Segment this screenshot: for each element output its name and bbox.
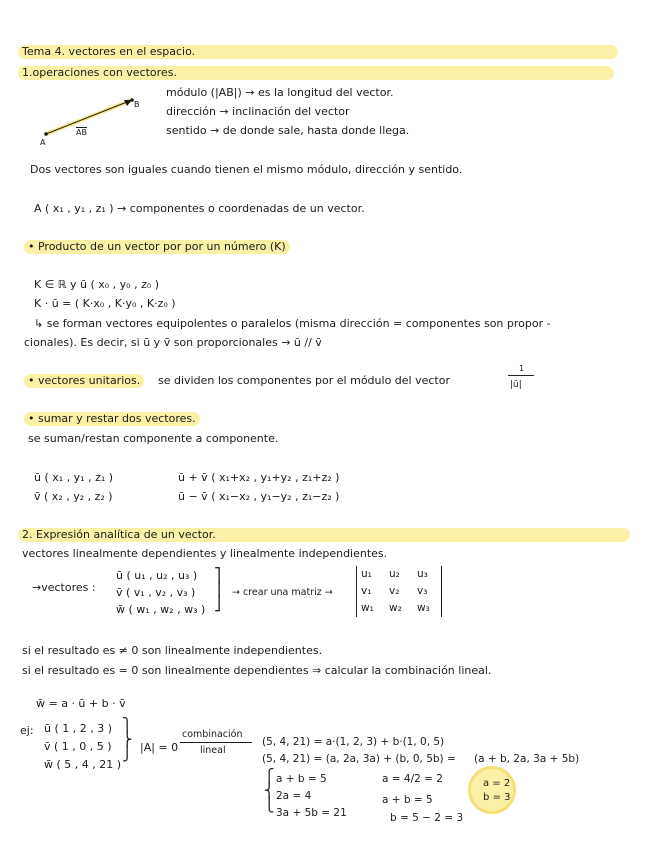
system-eq: 2a = 4 — [276, 790, 312, 802]
sumar-u: ū ( x₁ , y₁ , z₁ ) — [34, 471, 114, 484]
vector-diagram — [36, 88, 156, 148]
section2-intro: vectores linealmente dependientes y linealmente independientes. — [22, 547, 388, 560]
unitarios-frac-num: 1 — [519, 364, 525, 373]
system-eq: 3a + 5b = 21 — [276, 807, 347, 819]
producto-title: • Producto de un vector por por un número (K) — [24, 240, 290, 254]
sumar-diff: ū − v̄ ( x₁−x₂ , y₁−y₂ , z₁−z₂ ) — [178, 490, 340, 503]
example-eq1: (5, 4, 21) = a·(1, 2, 3) + b·(1, 0, 5) — [262, 736, 445, 748]
producto-line3: ↳ se forman vectores equipolentes o paralelos (misma dirección = componentes son propor - — [34, 317, 551, 330]
sumar-title: • sumar y restar dos vectores. — [24, 412, 200, 426]
result-zero: si el resultado es = 0 son linealmente dependientes ⇒ calcular la combinación lineal. — [22, 664, 492, 677]
modulo-line: módulo (|AB|) → es la longitud del vector. — [166, 86, 394, 99]
unitarios-text: se dividen los componentes por el módulo del vector — [158, 374, 450, 387]
crear-matriz: → crear una matriz → — [232, 587, 333, 598]
example-eq2: (5, 4, 21) = (a, 2a, 3a) + (b, 0, 5b) = — [262, 753, 456, 765]
unitarios-title: • vectores unitarios. — [24, 374, 144, 388]
unitarios-frac-line — [508, 375, 534, 376]
solution-step: b = 5 − 2 = 3 — [390, 812, 464, 824]
example-u: ū ( 1 , 2 , 3 ) — [44, 722, 113, 735]
matrix-row: u₁ u₂ u₃ — [361, 568, 428, 580]
vector-label: $\overline{AB}$ — [76, 128, 87, 137]
sumar-sum: ū + v̄ ( x₁+x₂ , y₁+y₂ , z₁+z₂ ) — [178, 471, 340, 484]
unitarios-frac-den: |ū| — [510, 380, 522, 390]
point-b: B — [134, 100, 140, 109]
section2-title: 2. Expresión analítica de un vector. — [22, 528, 216, 541]
producto-line2: K · ū = ( K·x₀ , K·y₀ , K·z₀ ) — [34, 297, 176, 310]
sumar-text: se suman/restan componente a componente. — [28, 432, 279, 445]
section1-title: 1.operaciones con vectores. — [22, 66, 177, 79]
system-eq: a + b = 5 — [276, 773, 327, 785]
example-eq3: (a + b, 2a, 3a + 5b) — [474, 753, 580, 765]
coords-line: A ( x₁ , y₁ , z₁ ) → componentes o coordenadas de un vector. — [34, 202, 365, 215]
direccion-line: dirección → inclinación del vector — [166, 105, 350, 118]
producto-line4: cionales). Es decir, si ū y v̄ son proporcionales → ū // v̄ — [24, 336, 322, 349]
iguales-line: Dos vectores son iguales cuando tienen el mismo módulo, dirección y sentido. — [30, 163, 463, 176]
solution-step: a = 4/2 = 2 — [382, 773, 443, 785]
comb-top: combinación — [182, 729, 243, 740]
sumar-v: v̄ ( x₂ , y₂ , z₂ ) — [34, 490, 113, 503]
comb-bottom: lineal — [200, 745, 226, 756]
example-label: ej: — [20, 724, 34, 737]
matrix-row: v₁ v₂ v₃ — [361, 585, 428, 597]
theme-title: Tema 4. vectores en el espacio. — [22, 45, 196, 58]
vector-v: v̄ ( v₁ , v₂ , v₃ ) — [116, 586, 196, 599]
matrix — [356, 566, 442, 617]
result-nonzero: si el resultado es ≠ 0 son linealmente independientes. — [22, 644, 323, 657]
example-brace: ⎫ ⎬ ⎭ — [122, 718, 133, 762]
right-bracket: ⎤ ⎥ ⎦ — [214, 568, 221, 612]
vectores-label: →vectores : — [32, 581, 96, 594]
circle-b: b = 3 — [483, 792, 511, 803]
example-w: w̄ ( 5 , 4 , 21 ) — [44, 758, 122, 771]
vector-u: ū ( u₁ , u₂ , u₃ ) — [116, 569, 198, 582]
vector-w: w̄ ( w₁ , w₂ , w₃ ) — [116, 603, 206, 616]
solution-circle — [468, 766, 516, 814]
point-a: A — [40, 138, 46, 147]
circle-a: a = 2 — [483, 778, 511, 789]
matrix-row: w₁ w₂ w₃ — [361, 602, 430, 614]
system-brace: ⎧ ⎨ ⎩ — [264, 769, 275, 813]
determinant: |A| = 0 — [140, 741, 179, 754]
solution-step: a + b = 5 — [382, 794, 433, 806]
producto-line1: K ∈ ℝ y ū ( x₀ , y₀ , z₀ ) — [34, 278, 160, 291]
sentido-line: sentido → de donde sale, hasta donde llega. — [166, 124, 410, 137]
w-equation: w̄ = a · ū + b · v̄ — [36, 697, 126, 710]
example-v: v̄ ( 1 , 0 , 5 ) — [44, 740, 112, 753]
comb-arrow — [180, 742, 252, 743]
